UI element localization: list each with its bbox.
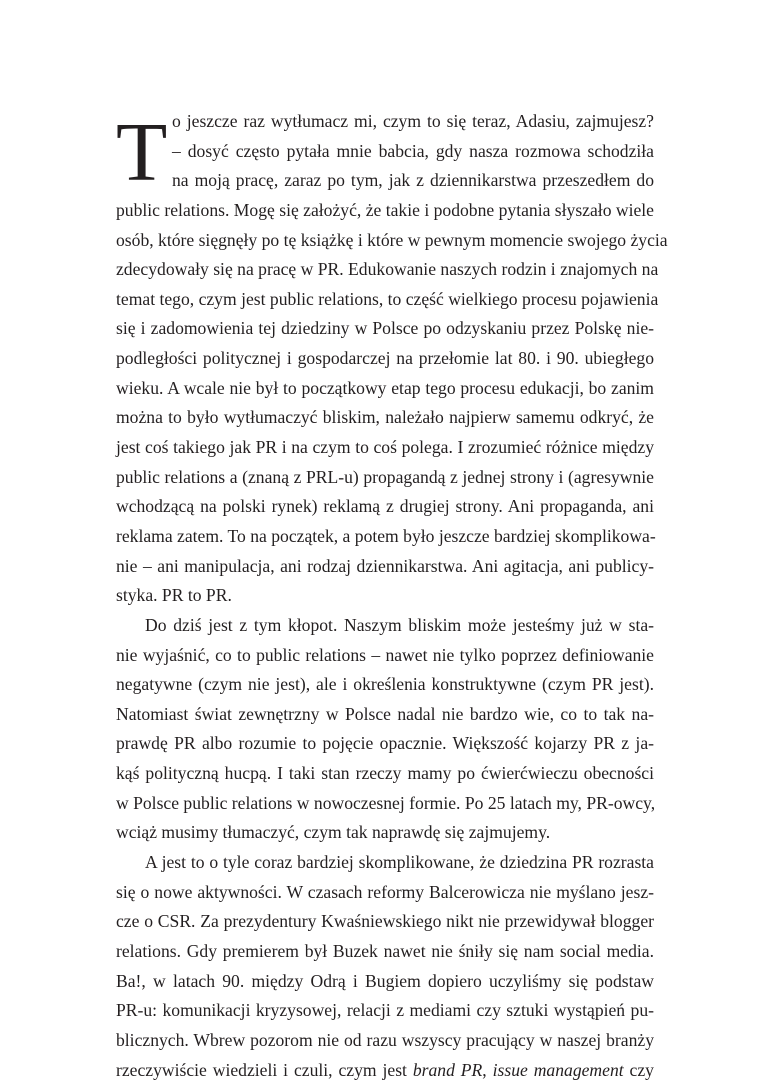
text-line: się o nowe aktywności. W czasach reformy Balcerowicza nie myślano jesz- <box>116 878 654 908</box>
text-line: relations. Gdy premierem był Buzek nawet nie śniły się nam social media. <box>116 937 654 967</box>
text-line: Natomiast świat zewnętrzny w Polsce nadal nie bardzo wie, co to tak na- <box>116 700 654 730</box>
text-line: nie wyjaśnić, co to public relations – nawet nie tylko poprzez definiowanie <box>116 641 654 671</box>
text-line: osób, które sięgnęły po tę książkę i które w pewnym momencie swojego życia <box>116 226 654 256</box>
text-line: kąś polityczną hucpą. I taki stan rzeczy mamy po ćwierćwieczu obecności <box>116 759 654 789</box>
text-line: – dosyć często pytała mnie babcia, gdy nasza rozmowa schodziła <box>116 137 654 167</box>
text-line: PR-u: komunikacji kryzysowej, relacji z mediami czy sztuki wystąpień pu- <box>116 996 654 1026</box>
text-line: wieku. A wcale nie był to początkowy etap tego procesu edukacji, bo zanim <box>116 374 654 404</box>
text-line: można to było wytłumaczyć bliskim, należało najpierw samemu odkryć, że <box>116 403 654 433</box>
text-line: podległości politycznej i gospodarczej na przełomie lat 80. i 90. ubiegłego <box>116 344 654 374</box>
text-fragment: czy <box>624 1060 654 1080</box>
text-line: negatywne (czym nie jest), ale i określenia konstruktywne (czym PR jest). <box>116 670 654 700</box>
text-line: w Polsce public relations w nowoczesnej formie. Po 25 latach my, PR-owcy, <box>116 789 654 819</box>
text-line: prawdę PR albo rozumie to pojęcie opacznie. Większość kojarzy PR z ja- <box>116 729 654 759</box>
text-line: cze o CSR. Za prezydentury Kwaśniewskiego nikt nie przewidywał blogger <box>116 907 654 937</box>
text-line: temat tego, czym jest public relations, to część wielkiego procesu pojawienia <box>116 285 654 315</box>
italic-term: brand PR <box>413 1060 482 1080</box>
text-line: A jest to o tyle coraz bardziej skomplikowane, że dziedzina PR rozrasta <box>116 848 654 878</box>
italic-term: issue management <box>493 1060 624 1080</box>
text-line-last <box>116 1056 654 1085</box>
paragraph-3 <box>116 848 654 1085</box>
text-line: Ba!, w latach 90. między Odrą i Bugiem dopiero uczyliśmy się podstaw <box>116 967 654 997</box>
drop-cap: T <box>116 111 167 195</box>
text-line: jest coś takiego jak PR i na czym to coś polega. I zrozumieć różnice między <box>116 433 654 463</box>
text-line: public relations a (znaną z PRL-u) propagandą z jednej strony i (agresywnie <box>116 463 654 493</box>
paragraph-1 <box>116 107 654 611</box>
text-line: wciąż musimy tłumaczyć, czym tak naprawdę się zajmujemy. <box>116 818 654 848</box>
text-line: blicznych. Wbrew pozorom nie od razu wszyscy pracujący w naszej branży <box>116 1026 654 1056</box>
paragraph-2 <box>116 611 654 848</box>
text-line: nie – ani manipulacja, ani rodzaj dziennikarstwa. Ani agitacja, ani publicy- <box>116 552 654 582</box>
text-line: zdecydowały się na pracę w PR. Edukowanie naszych rodzin i znajomych na <box>116 255 654 285</box>
text-fragment: rzeczywiście wiedzieli i czuli, czym jest <box>116 1060 413 1080</box>
text-fragment: , <box>482 1060 492 1080</box>
text-line: na moją pracę, zaraz po tym, jak z dziennikarstwa przeszedłem do <box>116 166 654 196</box>
text-line: się i zadomowienia tej dziedziny w Polsce po odzyskaniu przez Polskę nie- <box>116 314 654 344</box>
text-line: styka. PR to PR. <box>116 581 654 611</box>
chapter-text <box>116 107 654 1085</box>
text-line: wchodzącą na polski rynek) reklamą z drugiej strony. Ani propaganda, ani <box>116 492 654 522</box>
text-line: public relations. Mogę się założyć, że takie i podobne pytania słyszało wiele <box>116 196 654 226</box>
text-line: o jeszcze raz wytłumacz mi, czym to się teraz, Adasiu, zajmujesz? <box>116 107 654 137</box>
text-line: Do dziś jest z tym kłopot. Naszym bliskim może jesteśmy już w sta- <box>116 611 654 641</box>
text-line: reklama zatem. To na początek, a potem było jeszcze bardziej skomplikowa- <box>116 522 654 552</box>
